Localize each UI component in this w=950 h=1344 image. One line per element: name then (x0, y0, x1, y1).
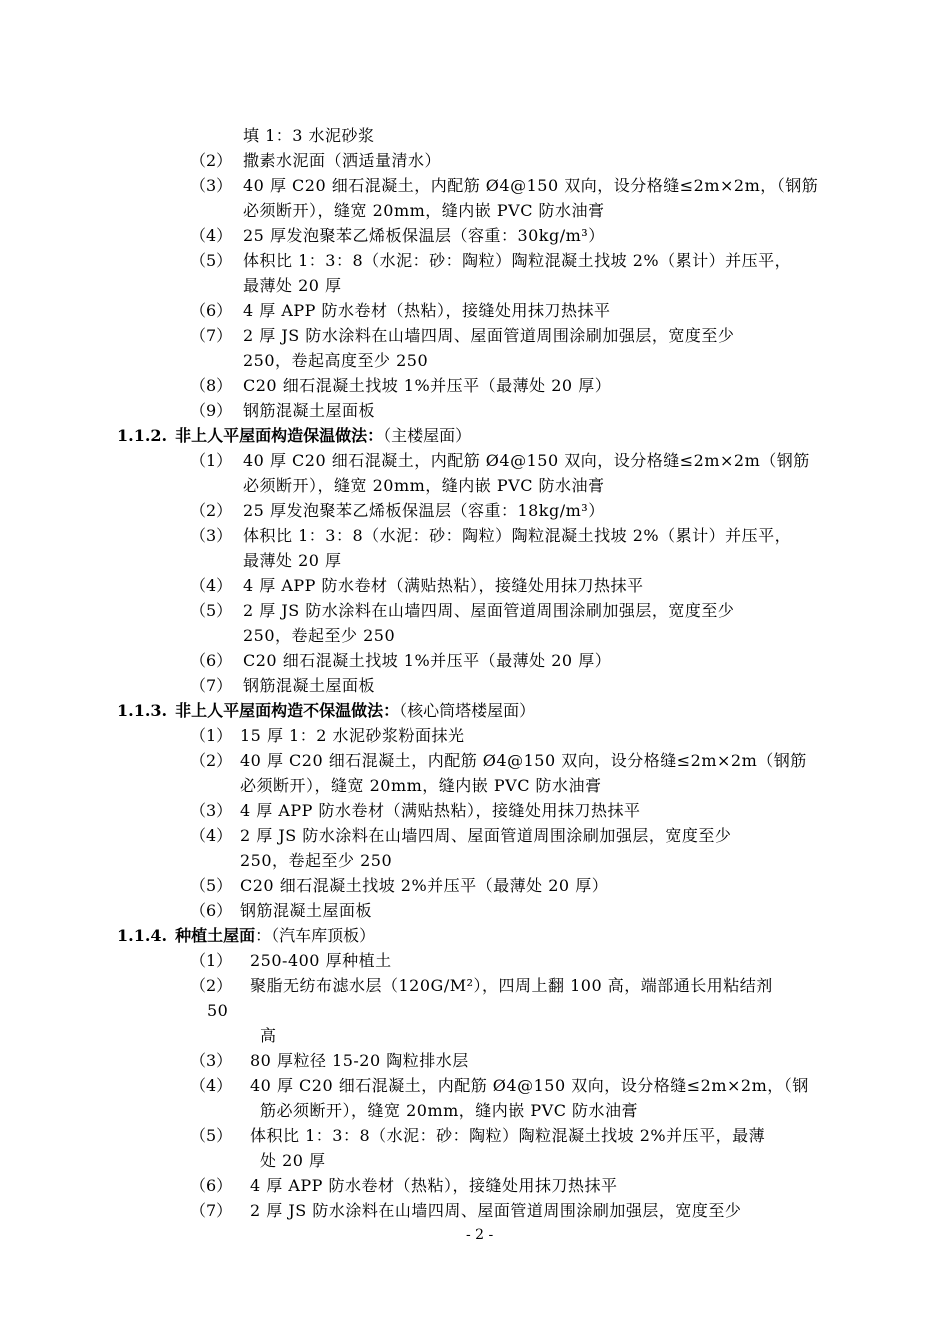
item-number: （2） (190, 151, 233, 170)
text-line: 25 厚发泡聚苯乙烯板保温层（容重：30kg/m³） (243, 226, 605, 245)
item-number: （1） (190, 951, 233, 970)
item-number: （5） (190, 876, 233, 895)
text-line: 撒素水泥面（洒适量清水） (243, 151, 442, 170)
item-number: （2） (190, 976, 233, 995)
text-line: 聚脂无纺布滤水层（120G/M²），四周上翻 100 高，端部通长用粘结剂 (250, 976, 773, 995)
text-line: 高 (260, 1026, 277, 1045)
item-number: （4） (190, 576, 233, 595)
text-line: 250，卷起至少 250 (240, 851, 393, 870)
text-line: 25 厚发泡聚苯乙烯板保温层（容重：18kg/m³） (243, 501, 605, 520)
text-line: 4 厚 APP 防水卷材（满贴热粘），接缝处用抹刀热抹平 (243, 576, 644, 595)
text-line: 15 厚 1：2 水泥砂浆粉面抹光 (240, 726, 465, 745)
section-title: 非上人平屋面构造保温做法： (175, 426, 384, 445)
text-line: 筋必须断开），缝宽 20mm，缝内嵌 PVC 防水油膏 (260, 1101, 639, 1120)
text-line: 最薄处 20 厚 (243, 551, 342, 570)
text-line: 40 厚 C20 细石混凝土，内配筋 Ø4@150 双向，设分格缝≤2m×2m，（钢 (250, 1076, 809, 1095)
item-number: （6） (190, 651, 233, 670)
item-number: （5） (190, 1126, 233, 1145)
text-line: 80 厚粒径 15-20 陶粒排水层 (250, 1051, 469, 1070)
text-line: 钢筋混凝土屋面板 (243, 676, 376, 695)
section-heading (117, 701, 535, 721)
item-number: （1） (190, 726, 233, 745)
item-number: （4） (190, 226, 233, 245)
item-number: （5） (190, 601, 233, 620)
text-line: 必须断开），缝宽 20mm，缝内嵌 PVC 防水油膏 (240, 776, 602, 795)
text-line: 钢筋混凝土屋面板 (240, 901, 373, 920)
section-note: （主楼屋面） (383, 426, 472, 445)
item-number: （1） (190, 451, 233, 470)
text-line: 必须断开），缝宽 20mm，缝内嵌 PVC 防水油膏 (243, 201, 605, 220)
text-line: 250，卷起至少 250 (243, 626, 396, 645)
text-line: 最薄处 20 厚 (243, 276, 342, 295)
section-number: 1.1.3. (117, 701, 168, 720)
text-line: C20 细石混凝土找坡 2%并压平（最薄处 20 厚） (240, 876, 609, 895)
text-line: 体积比 1：3：8（水泥：砂：陶粒）陶粒混凝土找坡 2%（累计）并压平， (243, 526, 792, 545)
text-line: 填 1：3 水泥砂浆 (243, 126, 375, 145)
item-number: （9） (190, 401, 233, 420)
page-number: - 2 - (466, 1227, 494, 1243)
item-number: （2） (190, 751, 233, 770)
item-number: （7） (190, 676, 233, 695)
item-number: （3） (190, 1051, 233, 1070)
item-number: （3） (190, 526, 233, 545)
item-number: （6） (190, 301, 233, 320)
text-line: 40 厚 C20 细石混凝土，内配筋 Ø4@150 双向，设分格缝≤2m×2m（钢筋 (240, 751, 807, 770)
text-line: 4 厚 APP 防水卷材（热粘），接缝处用抹刀热抹平 (250, 1176, 618, 1195)
item-number: （4） (190, 826, 233, 845)
item-number: （3） (190, 801, 233, 820)
text-line: 40 厚 C20 细石混凝土，内配筋 Ø4@150 双向，设分格缝≤2m×2m，（钢筋 (243, 176, 819, 195)
text-line: 40 厚 C20 细石混凝土，内配筋 Ø4@150 双向，设分格缝≤2m×2m（钢筋 (243, 451, 810, 470)
section-heading (117, 426, 471, 446)
item-number: （2） (190, 501, 233, 520)
section-number: 1.1.2. (117, 426, 168, 445)
text-line: 2 厚 JS 防水涂料在山墙四周、屋面管道周围涂刷加强层，宽度至少 (250, 1201, 742, 1220)
section-title: 非上人平屋面构造不保温做法： (175, 701, 400, 720)
section-number: 1.1.4. (117, 926, 168, 945)
item-number: （3） (190, 176, 233, 195)
section-heading (117, 926, 375, 946)
text-line: 4 厚 APP 防水卷材（满贴热粘），接缝处用抹刀热抹平 (240, 801, 641, 820)
text-line: C20 细石混凝土找坡 1%并压平（最薄处 20 厚） (243, 376, 612, 395)
text-line: 4 厚 APP 防水卷材（热粘），接缝处用抹刀热抹平 (243, 301, 611, 320)
text-line: 2 厚 JS 防水涂料在山墙四周、屋面管道周围涂刷加强层，宽度至少 (243, 326, 735, 345)
text-line: 钢筋混凝土屋面板 (243, 401, 376, 420)
section-note: （核心筒塔楼屋面） (399, 701, 536, 720)
text-line: 250-400 厚种植土 (250, 951, 392, 970)
text-line: C20 细石混凝土找坡 1%并压平（最薄处 20 厚） (243, 651, 612, 670)
text-line: 250，卷起高度至少 250 (243, 351, 429, 370)
text-line: 50 (207, 1001, 229, 1020)
text-line: 处 20 厚 (260, 1151, 326, 1170)
text-line: 体积比 1：3：8（水泥：砂：陶粒）陶粒混凝土找坡 2%并压平，最薄 (250, 1126, 766, 1145)
item-number: （5） (190, 251, 233, 270)
item-number: （6） (190, 1176, 233, 1195)
item-number: （7） (190, 326, 233, 345)
item-number: （6） (190, 901, 233, 920)
text-line: 2 厚 JS 防水涂料在山墙四周、屋面管道周围涂刷加强层，宽度至少 (243, 601, 735, 620)
text-line: 2 厚 JS 防水涂料在山墙四周、屋面管道周围涂刷加强层，宽度至少 (240, 826, 732, 845)
section-title: 种植土屋面 (175, 926, 256, 945)
item-number: （4） (190, 1076, 233, 1095)
section-note: ：（汽车库顶板） (255, 926, 376, 945)
item-number: （8） (190, 376, 233, 395)
item-number: （7） (190, 1201, 233, 1220)
text-line: 体积比 1：3：8（水泥：砂：陶粒）陶粒混凝土找坡 2%（累计）并压平， (243, 251, 792, 270)
text-line: 必须断开），缝宽 20mm，缝内嵌 PVC 防水油膏 (243, 476, 605, 495)
